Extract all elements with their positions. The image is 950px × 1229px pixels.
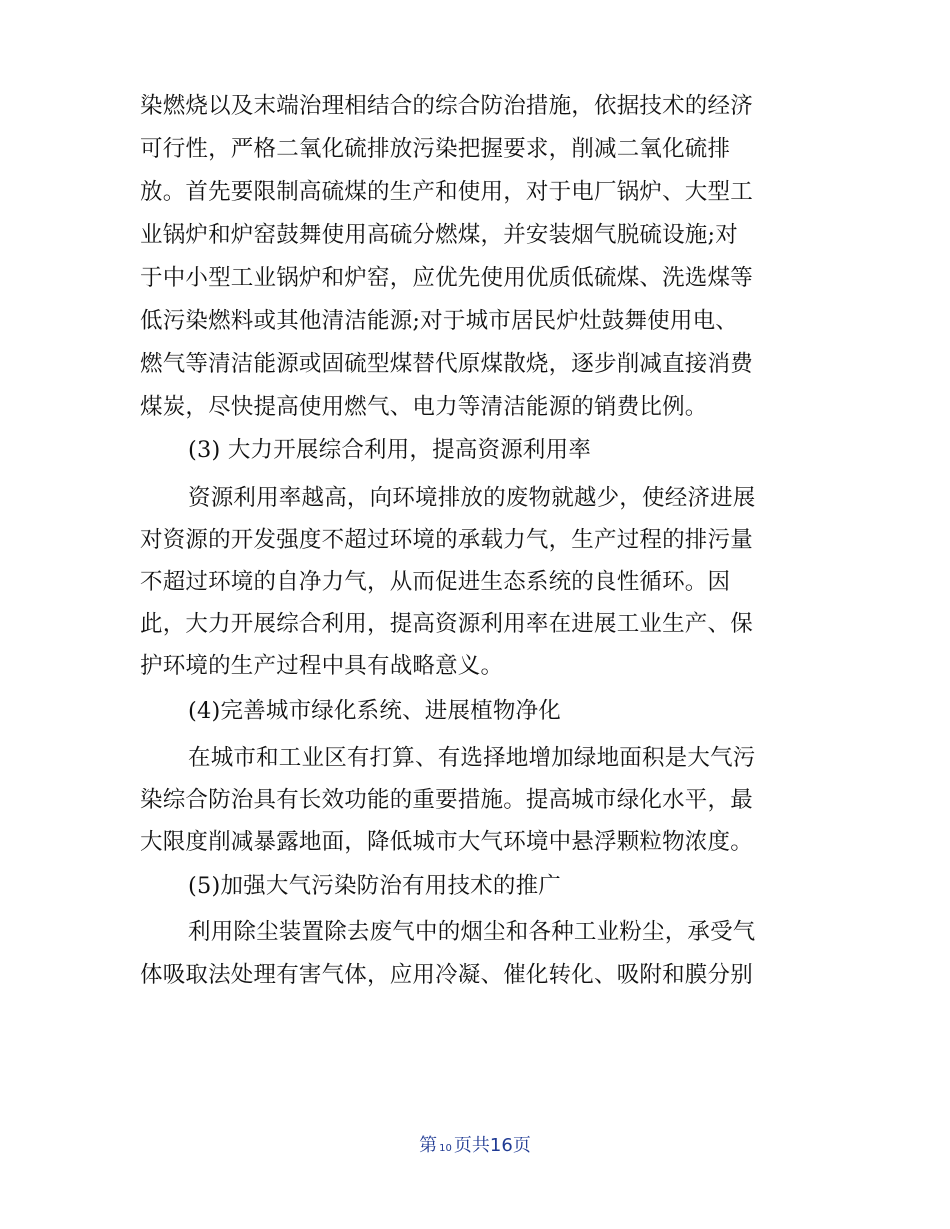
text-line: 业锅炉和炉窑鼓舞使用高硫分燃煤，并安装烟气脱硫设施;对 <box>140 222 738 248</box>
text-line: 放。首先要限制高硫煤的生产和使用，对于电厂锅炉、大型工 <box>140 179 753 205</box>
footer-suffix: 页 <box>512 1135 531 1156</box>
text-line: 护环境的生产过程中具有战略意义。 <box>140 653 504 679</box>
section-heading: (4)完善城市绿化系统、进展植物净化 <box>188 698 561 724</box>
text-line: 体吸取法处理有害气体，应用冷凝、催化转化、吸附和膜分别 <box>140 962 753 988</box>
text-line: 对资源的开发强度不超过环境的承载力气，生产过程的排污量 <box>140 527 753 553</box>
paragraph-first-line: 资源利用率越高，向环境排放的废物就越少，使经济进展 <box>188 485 756 511</box>
text-line: 染燃烧以及末端治理相结合的综合防治措施，依据技术的经济 <box>140 93 753 119</box>
footer-prefix: 第 <box>419 1135 438 1156</box>
footer-current-page: 10 <box>439 1143 452 1154</box>
text-line: 不超过环境的自净力气，从而促进生态系统的良性循环。因 <box>140 569 731 595</box>
paragraph-first-line: 利用除尘装置除去废气中的烟尘和各种工业粉尘，承受气 <box>188 919 756 945</box>
page-footer <box>0 1132 950 1163</box>
text-line: 大限度削减暴露地面，降低城市大气环境中悬浮颗粒物浓度。 <box>140 829 753 855</box>
text-line: 燃气等清洁能源或固硫型煤替代原煤散烧，逐步削减直接消费 <box>140 351 753 377</box>
section-heading: (3) 大力开展综合利用，提高资源利用率 <box>188 437 592 463</box>
text-line: 可行性，严格二氧化硫排放污染把握要求，削减二氧化硫排 <box>140 136 731 162</box>
text-line: 此，大力开展综合利用，提高资源利用率在进展工业生产、保 <box>140 611 753 637</box>
text-line: 染综合防治具有长效功能的重要措施。提高城市绿化水平，最 <box>140 787 753 813</box>
text-line: 煤炭，尽快提高使用燃气、电力等清洁能源的销费比例。 <box>140 394 708 420</box>
text-line: 于中小型工业锅炉和炉窑，应优先使用优质低硫煤、洗选煤等 <box>140 265 753 291</box>
text-line: 低污染燃料或其他清洁能源;对于城市居民炉灶鼓舞使用电、 <box>140 308 738 334</box>
footer-middle: 页共 <box>453 1135 490 1156</box>
footer-total-pages: 16 <box>489 1135 513 1156</box>
section-heading: (5)加强大气污染防治有用技术的推广 <box>188 873 561 899</box>
paragraph-first-line: 在城市和工业区有打算、有选择地增加绿地面积是大气污 <box>188 745 756 771</box>
